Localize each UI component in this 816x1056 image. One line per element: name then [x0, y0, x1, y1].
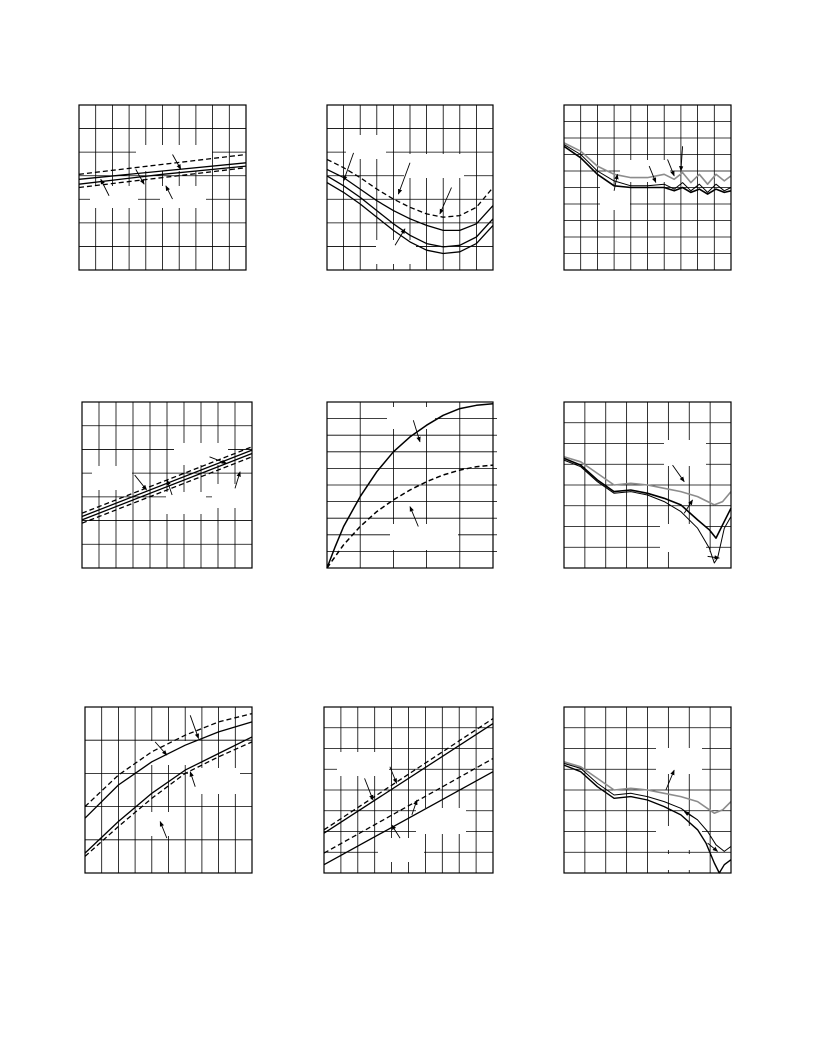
label-patch	[92, 466, 132, 490]
label-patch	[346, 135, 386, 159]
label-patch	[656, 826, 702, 850]
label-patch	[390, 524, 458, 550]
label-patch	[660, 524, 706, 552]
label-patch	[188, 768, 240, 794]
label-patch	[674, 552, 714, 568]
label-patch	[166, 492, 206, 514]
label-patch	[174, 443, 228, 465]
label-patch	[137, 741, 189, 765]
label-patch	[137, 812, 183, 836]
label-patch	[90, 186, 138, 208]
label-patch	[600, 186, 630, 210]
label-patch	[620, 160, 670, 182]
label-patch	[337, 752, 389, 776]
label-patch	[664, 854, 708, 870]
label-patch	[404, 154, 464, 178]
label-patch	[416, 808, 466, 834]
label-patch	[212, 484, 252, 508]
label-patch	[378, 838, 424, 862]
label-patch	[387, 407, 435, 429]
label-patch	[656, 748, 702, 774]
label-patch	[160, 186, 206, 208]
label-patch	[664, 440, 706, 466]
